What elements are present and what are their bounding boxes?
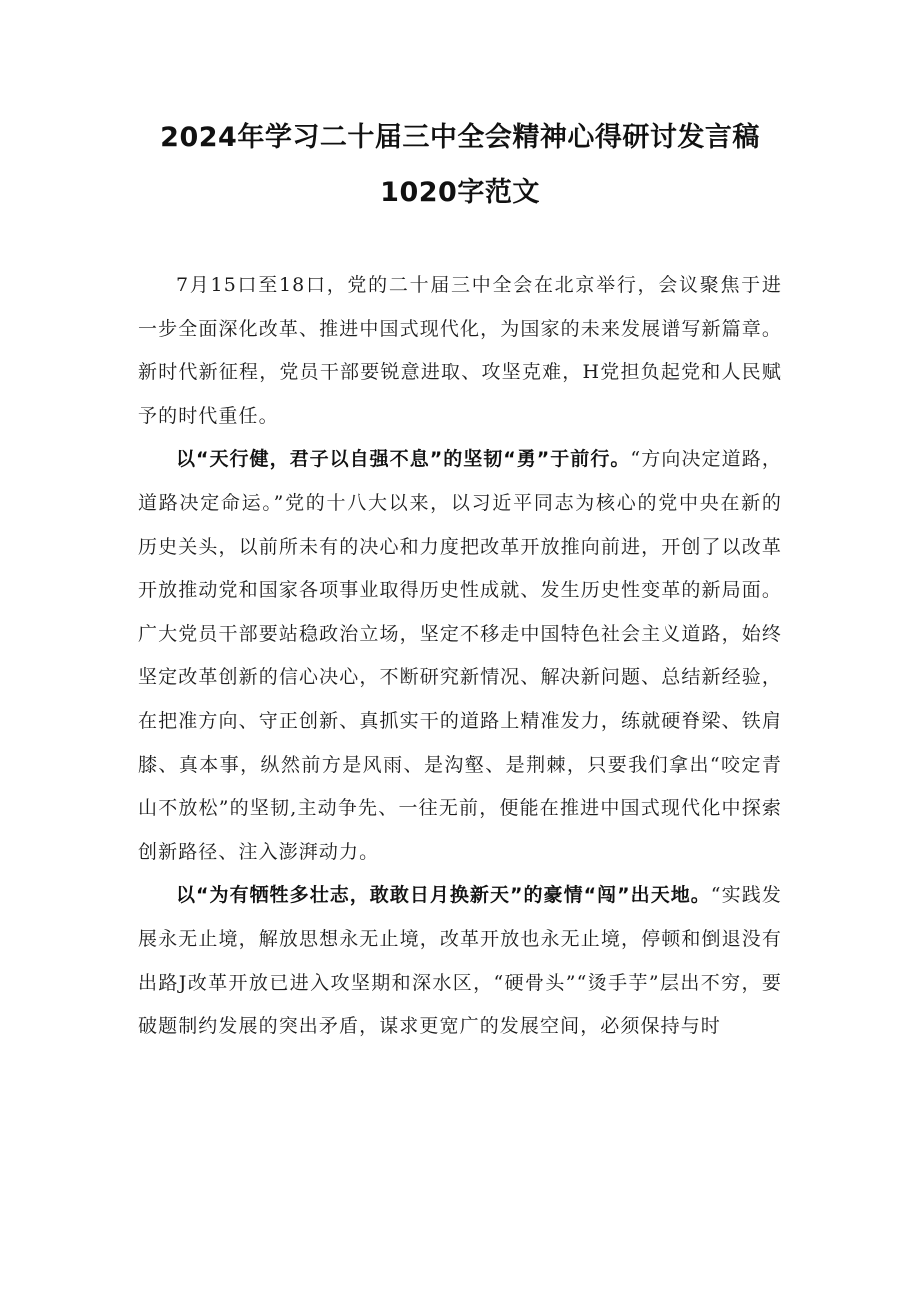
title-line-2: 1020字范文	[380, 177, 540, 208]
document-body	[138, 264, 782, 1049]
title-line-1: 2024年学习二十届三中全会精神心得研讨发言稿	[160, 122, 760, 153]
paragraph-1	[138, 264, 782, 438]
paragraph-2-lead: 以“天行健，君子以自强不息”的坚韧“勇”于前行。	[176, 448, 631, 471]
paragraph-2-text: “方向决定道路，道路决定命运。”党的十八大以来，以习近平同志为核心的党中央在新的历史关头，以前所未有的决心和力度把改革开放推向前进，开创了以改革开放推动党和国家各项事业取得历史性成就、发生历史性变革的新局面。广大党员干部要站稳政治立场，坚定不移走中国特色社会主义道路，始终坚定改革创新的信心决心，不断研究新情况、解决新问题、总结新经验，在把准方向、守正创新、真抓实干的道路上精准发力，练就硬脊梁、铁肩膝、真本事，纵然前方是风雨、是沟壑、是荆棘，只要我们拿出“咬定青山不放松”的坚韧,主动争先、一往无前，便能在推进中国式现代化中探索创新路径、注入澎湃动力。	[138, 448, 783, 863]
paragraph-3-lead: 以“为有牺牲多壮志，敢敢日月换新天”的豪情“闯”出天地。	[176, 884, 711, 907]
paragraph-3	[138, 874, 782, 1048]
document-title	[138, 110, 782, 220]
paragraph-1-text: 7月15口至18口，党的二十届三中全会在北京举行，会议聚焦于进一步全面深化改革、推进中国式现代化，为国家的未来发展谱写新篇章。新时代新征程，党员干部要锐意进取、攻坚克难，H党担负起党和人民赋予的时代重任。	[138, 274, 782, 427]
paragraph-2	[138, 438, 782, 874]
paragraph-3-text: “实践发展永无止境，解放思想永无止境，改革开放也永无止境，停顿和倒退没有出路J改革开放已进入攻坚期和深水区，“硬骨头”“烫手芋”层出不穷，要破题制约发展的突出矛盾，谋求更宽广的发展空间，必须保持与时	[138, 884, 782, 1038]
